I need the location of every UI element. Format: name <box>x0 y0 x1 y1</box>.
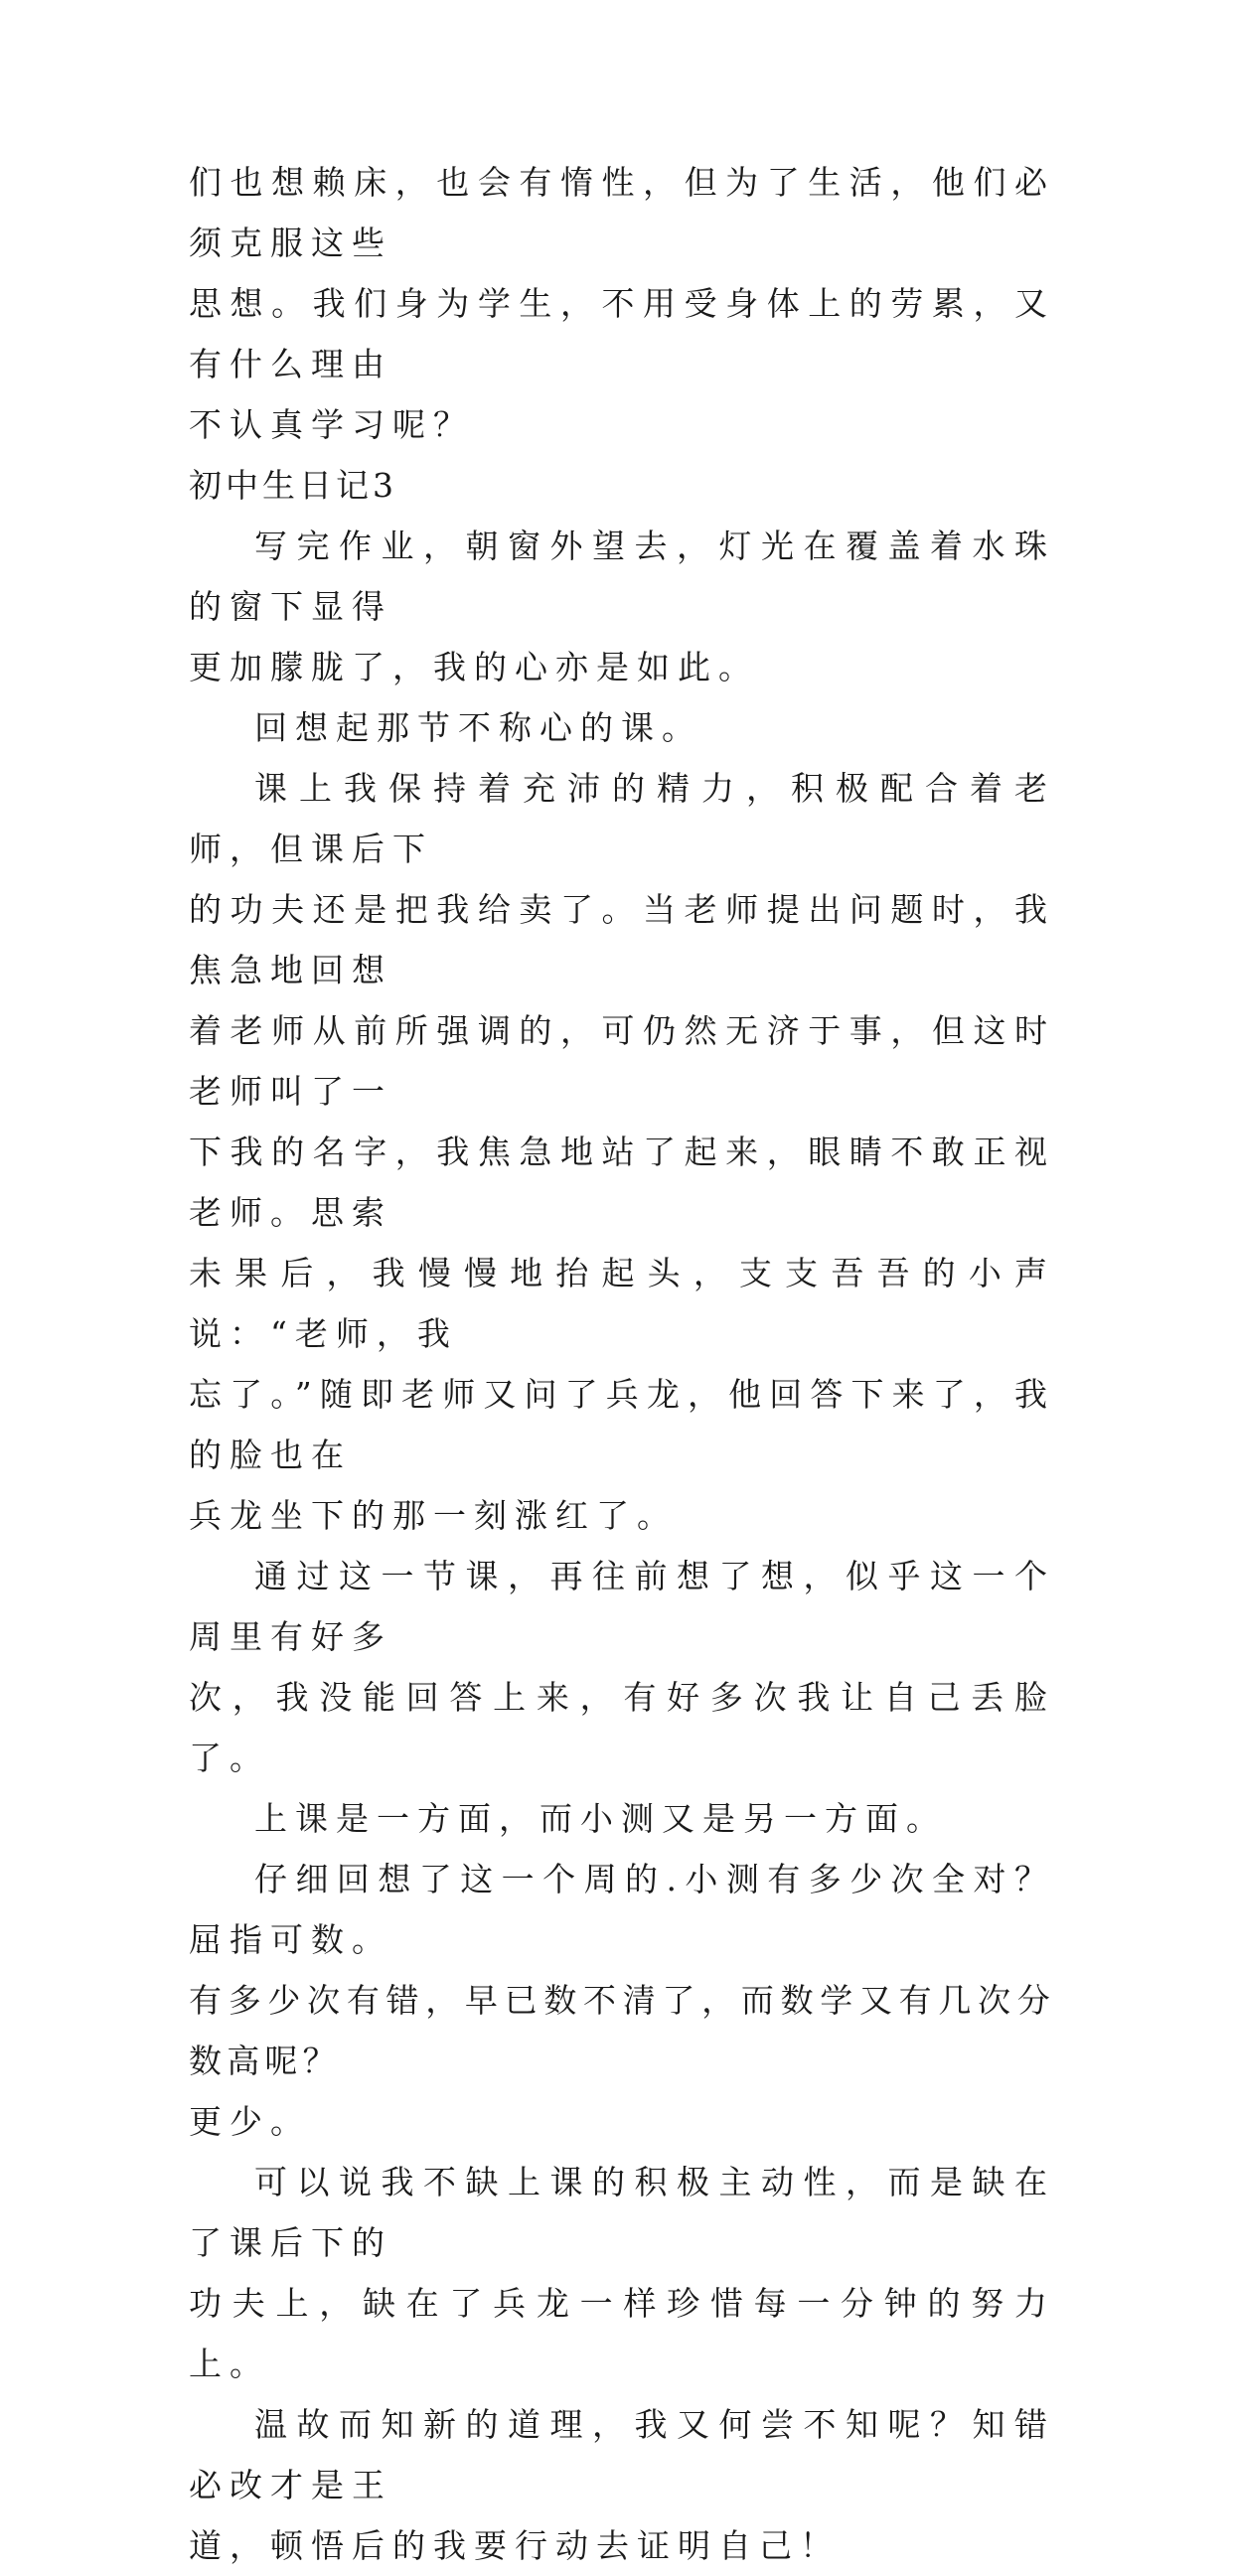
paragraph <box>189 2394 1055 2576</box>
text-line: 写完作业，朝窗外望去，灯光在覆盖着水珠的窗下显得 <box>189 527 1055 626</box>
paragraph <box>189 697 1055 758</box>
text-line: 通过这一节课，再往前想了想，似乎这一个周里有好多 <box>189 1557 1055 1656</box>
paragraph <box>189 2152 1055 2394</box>
text-line: 兵龙坐下的那一刻涨红了。 <box>189 1496 678 1535</box>
paragraph <box>189 1849 1055 2152</box>
text-line: 回想起那节不称心的课。 <box>254 708 702 747</box>
text-line: 上课是一方面，而小测又是另一方面。 <box>254 1799 947 1838</box>
paragraph <box>189 1546 1055 1788</box>
paragraph-continued <box>189 152 1055 455</box>
document-body <box>189 152 1055 2576</box>
text-line: 功夫上，缺在了兵龙一样珍惜每一分钟的努力上。 <box>189 2284 1055 2383</box>
text-line: 次，我没能回答上来，有好多次我让自己丢脸了。 <box>189 1678 1055 1777</box>
text-line: 下我的名字，我焦急地站了起来，眼睛不敢正视老师。思索 <box>189 1133 1055 1232</box>
text-line: 不认真学习呢？ <box>189 405 474 444</box>
text-line: 仔细回想了这一个周的.小测有多少次全对？屈指可数。 <box>189 1860 1055 1959</box>
text-line: 有多少次有错，早已数不清了，而数学又有几次分数高呢？ <box>189 1981 1055 2080</box>
text-line: 更少。 <box>189 2102 311 2141</box>
section-heading: 初中生日记3 <box>189 466 397 505</box>
paragraph <box>189 758 1055 1546</box>
text-line: 可以说我不缺上课的积极主动性，而是缺在了课后下的 <box>189 2163 1055 2262</box>
text-line: 未果后，我慢慢地抬起头，支支吾吾的小声说：“老师，我 <box>189 1254 1055 1353</box>
paragraph <box>189 1788 1055 1849</box>
text-line: 温故而知新的道理，我又何尝不知呢？知错必改才是王 <box>189 2405 1055 2504</box>
paragraph <box>189 516 1055 697</box>
text-line: 更加朦胧了，我的心亦是如此。 <box>189 648 759 686</box>
text-line: 忘了。”随即老师又问了兵龙，他回答下来了，我的脸也在 <box>189 1375 1055 1474</box>
text-line: 课上我保持着充沛的精力，积极配合着老师，但课后下 <box>189 769 1055 868</box>
text-line: 着老师从前所强调的，可仍然无济于事，但这时老师叫了一 <box>189 1011 1055 1111</box>
text-line: 的功夫还是把我给卖了。当老师提出问题时，我焦急地回想 <box>189 890 1055 989</box>
text-line: 们也想赖床，也会有惰性，但为了生活，他们必须克服这些 <box>189 163 1055 262</box>
text-line: 思想。我们身为学生，不用受身体上的劳累，又有什么理由 <box>189 284 1055 383</box>
text-line: 道，顿悟后的我要行动去证明自己！ <box>189 2526 841 2565</box>
